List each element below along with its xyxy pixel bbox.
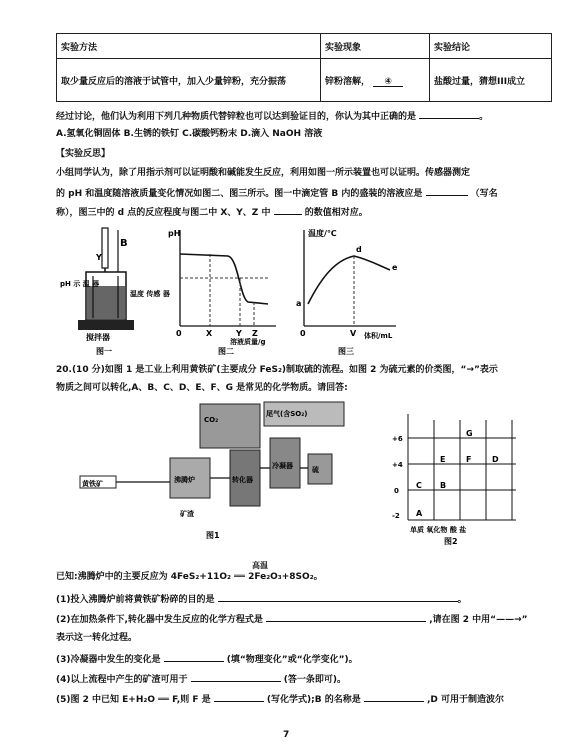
fig2-tick-0: 0 — [176, 329, 182, 338]
sub-question-4 — [56, 672, 346, 686]
table-cell-method: 取少量反应后的溶液于试管中，加入少量锌粉，充分振荡 — [57, 59, 321, 102]
caption-figure-3: 图三 — [338, 347, 354, 356]
fig3-point-d: d — [356, 245, 362, 254]
flow-box-condenser: 冷凝器 — [272, 462, 293, 470]
reaction-condition: 高温 — [252, 561, 268, 570]
valence-tick-0: 0 — [394, 487, 399, 495]
answer-blank-1[interactable] — [218, 592, 458, 602]
sub-question-3-suffix: (填“物理变化”或“化学变化”)。 — [226, 655, 358, 665]
table-cell-phenomenon — [321, 59, 430, 102]
sub-question-4-text: (4)以上流程中产生的矿渣可用于 — [56, 675, 188, 685]
fig3-tick-0: 0 — [300, 329, 306, 338]
figure-process-flow — [80, 398, 380, 546]
valence-point-g: G — [466, 429, 473, 438]
figure-ph-curve — [168, 226, 280, 358]
sub-question-3-text: (3)冷凝器中发生的变化是 — [56, 655, 161, 665]
phenomenon-text: 锌粉溶解， — [325, 76, 371, 87]
answer-blank-options[interactable] — [419, 109, 479, 119]
sub-question-3 — [56, 652, 358, 666]
valence-tick-minus2: -2 — [392, 512, 400, 520]
reflection-paragraph-3 — [56, 205, 368, 219]
fig2-tick-x: X — [206, 329, 213, 338]
label-stirrer: 搅拌器 — [86, 333, 110, 342]
reflection-text-2a: 的 pH 和温度随溶液质量变化情况如图二、图三所示。图一中滴定管 B 内的盛装的溶液应是 — [56, 189, 423, 199]
flow-label-slag: 矿渣 — [180, 510, 194, 518]
fig2-tick-y: Y — [236, 329, 242, 338]
answer-blank-2[interactable] — [266, 612, 426, 622]
answer-blank-4-use[interactable] — [191, 672, 281, 682]
valence-point-b: B — [440, 481, 447, 490]
known-reaction: 已知:沸腾炉中的主要反应为 4FeS₂+11O₂ ══ 2Fe₂O₃+8SO₂。 — [56, 572, 323, 582]
fig3-xlabel: 体积/mL — [364, 332, 393, 340]
reflection-text-3a: 称），图三中的 d 点的反应程度与图二中 X、Y、Z 中 — [56, 208, 271, 218]
fig3-point-e: e — [392, 263, 398, 272]
flow-box-converter: 转化器 — [232, 476, 253, 484]
sub-question-2-suffix: ,请在图 2 中用“——→” — [429, 615, 528, 625]
label-temp-sensor: 温度 传感 器 — [130, 290, 170, 298]
fig3-ylabel: 温度/℃ — [308, 229, 337, 238]
fig3-point-a: a — [296, 299, 302, 308]
flow-box-pyrite: 黄铁矿 — [82, 480, 103, 488]
figure-temperature-curve — [292, 226, 404, 358]
sub-question-2 — [56, 612, 528, 626]
fig3-tick-v: V — [350, 329, 357, 338]
answer-blank-xyz[interactable] — [274, 205, 302, 215]
caption-valence-figure: 图2 — [444, 537, 458, 546]
sub-question-5 — [56, 692, 504, 706]
sub-question-5-mid: (写化学式);B 的名称是 — [266, 695, 361, 705]
sub-question-1: (1)投入沸腾炉前将黄铁矿粉碎的目的是 。 — [56, 592, 467, 606]
valence-xlabel: 单质 氧化物 酸 盐 — [410, 526, 467, 534]
table-header-method: 实验方法 — [57, 34, 321, 59]
caption-flow-figure: 图1 — [206, 531, 220, 540]
valence-tick-plus6: +6 — [392, 435, 403, 443]
sub-question-2-cont: 表示这一转化过程。 — [56, 633, 138, 643]
q20-line-1: 20.(10 分)如图 1 是工业上利用黄铁矿(主要成分 FeS₂)制取硫的流程。如图 2 为硫元素的价类图，“→”表示 — [56, 365, 498, 375]
section-title-reflection: 【实验反思】 — [56, 149, 111, 159]
label-Y: Y — [96, 253, 102, 262]
sub-question-2-text: (2)在加热条件下,转化器中发生反应的化学方程式是 — [56, 615, 263, 625]
table-header-conclusion: 实验结论 — [430, 34, 552, 59]
sub-question-5-text: (5)图 2 中已知 E+H₂O ══ F,则 F 是 — [56, 695, 211, 705]
flow-label-co2: CO₂ — [204, 416, 219, 424]
reflection-text-3b: 的数值相对应。 — [304, 208, 368, 218]
answer-blank-5b[interactable] — [364, 692, 424, 702]
sub-question-4-suffix: (答一条即可)。 — [283, 675, 347, 685]
flow-box-furnace: 沸腾炉 — [174, 476, 195, 484]
valence-point-c: C — [416, 481, 422, 490]
answer-blank-5a[interactable] — [214, 692, 264, 702]
flow-label-tail-gas: 尾气(含SO₂) — [266, 410, 308, 418]
answer-blank-solution[interactable] — [426, 186, 468, 196]
valence-point-e: E — [440, 455, 446, 464]
valence-point-f: F — [466, 455, 472, 464]
figure-apparatus — [58, 226, 170, 358]
valence-point-d: D — [492, 455, 499, 464]
sub-question-5-suffix: ,D 可用于制造波尔 — [427, 695, 505, 705]
table-header-phenomenon: 实验现象 — [321, 34, 430, 59]
answer-blank-3[interactable] — [164, 652, 224, 662]
caption-figure-2: 图二 — [218, 347, 234, 356]
page-number: 7 — [283, 730, 290, 740]
fig2-xlabel: 溶液质量/g — [230, 338, 266, 346]
valence-tick-plus4: +4 — [392, 461, 403, 469]
fig2-tick-z: Z — [252, 329, 258, 338]
answer-blank-4[interactable]: ④ — [373, 77, 403, 87]
sub-question-1-text: (1)投入沸腾炉前将黄铁矿粉碎的目的是 — [56, 595, 215, 605]
label-ph-sensor: pH 示 温 器 — [60, 280, 100, 288]
valence-point-a: A — [416, 509, 423, 518]
experiment-table — [56, 33, 552, 102]
reflection-paragraph-1: 小组同学认为，除了用指示剂可以证明酸和碱能发生反应，利用如图一所示装置也可以证明。传感器测定 — [56, 168, 471, 178]
reflection-text-2b: （写名 — [470, 189, 498, 199]
question-line: 经过讨论，他们认为利用下列几种物质代替锌粒也可以达到验证目的，你认为其中正确的是 。 — [56, 109, 488, 123]
flow-box-sulfur: 硫 — [312, 466, 319, 474]
answer-options: A.氢氧化铜固体 B.生锈的铁钉 C.碳酸钙粉末 D.滴入 NaOH 溶液 — [56, 129, 323, 139]
question-text: 经过讨论，他们认为利用下列几种物质代替锌粒也可以达到验证目的，你认为其中正确的是 — [56, 112, 417, 122]
q20-line-2: 物质之间可以转化,A、B、C、D、E、F、G 是常见的化学物质。请回答: — [56, 383, 348, 393]
reflection-paragraph-2 — [56, 186, 498, 200]
table-cell-conclusion: 盐酸过量，猜想III成立 — [430, 59, 552, 102]
caption-figure-1: 图一 — [96, 347, 112, 356]
fig2-ylabel: pH — [168, 229, 181, 238]
label-B: B — [120, 238, 128, 249]
figure-valence-chart — [390, 410, 520, 548]
